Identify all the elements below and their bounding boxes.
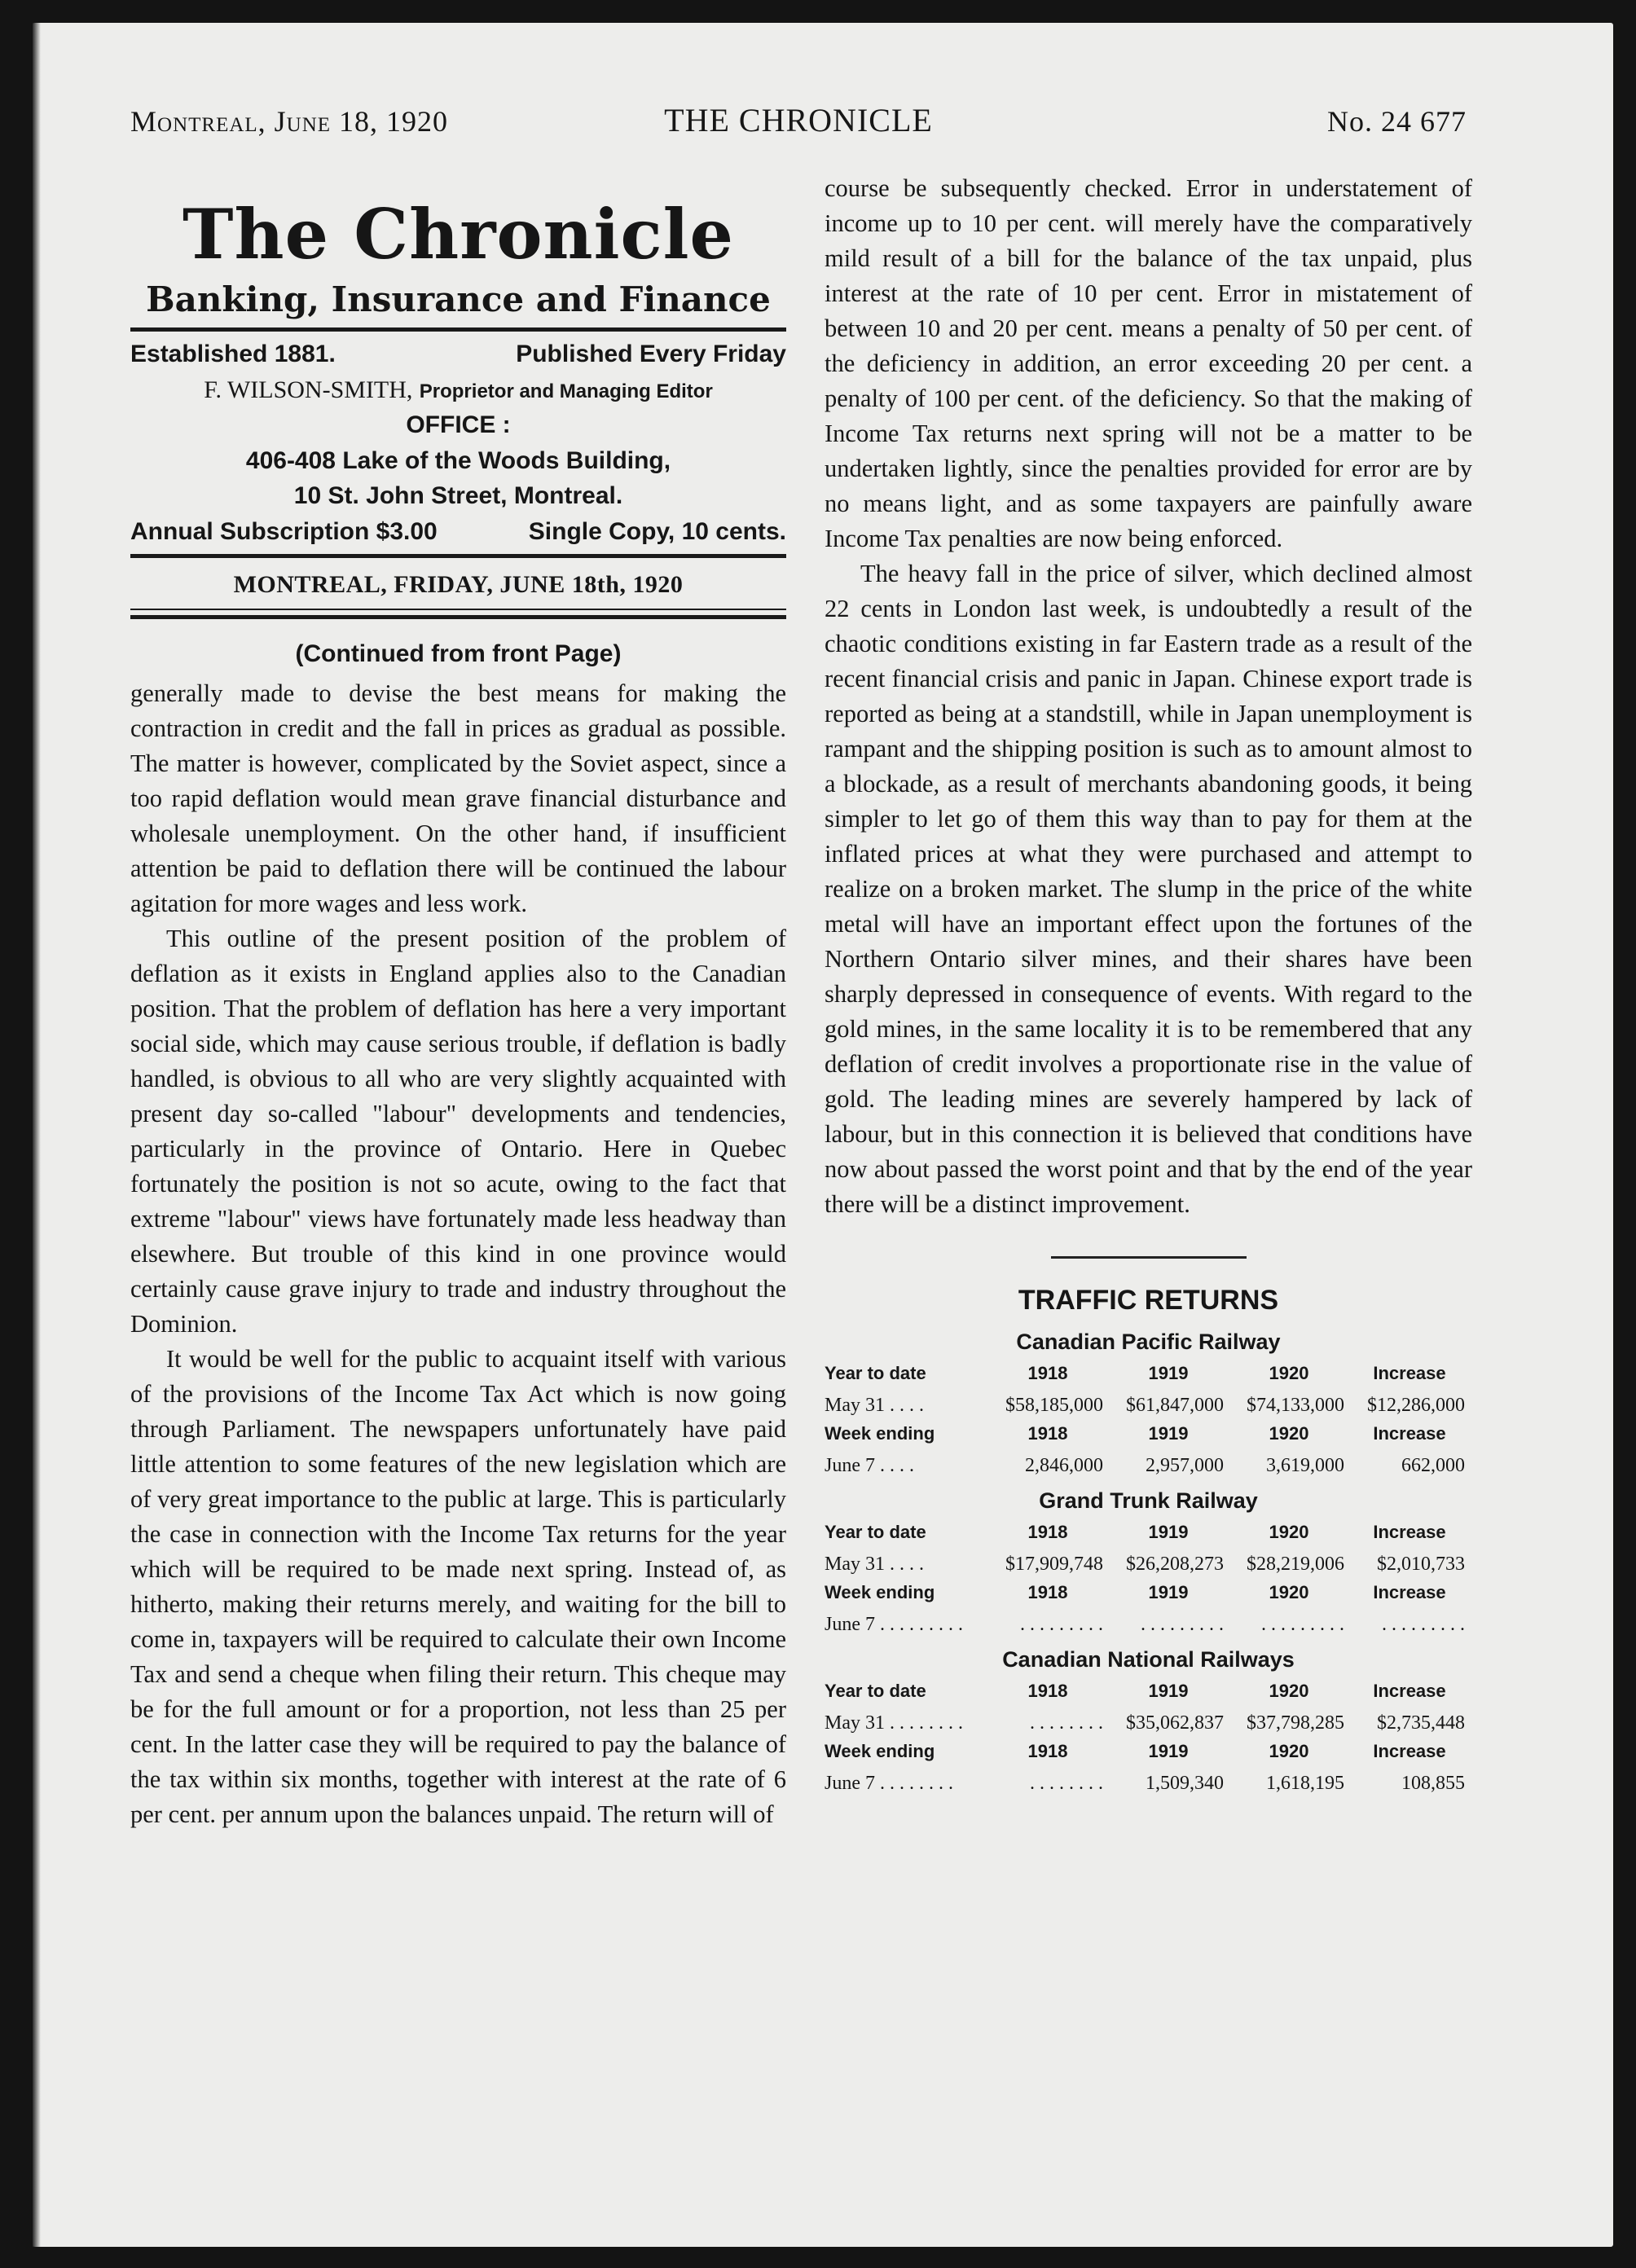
column-header: 1919 xyxy=(1148,1681,1189,1701)
table-cell: 1,509,340 xyxy=(1146,1773,1224,1794)
railway-block-cnr xyxy=(825,1647,1472,1795)
row-group-label: Week ending xyxy=(825,1423,935,1444)
left-paragraph-2: This outline of the present position of the problem of deflation as it exists in England applies also to the Canadian position. That the problem of deflation has here a very important social side, which may cause serious trouble, if deflation is badly handled, is obvious to all who are very slightly acquainted with present day so-called "labour" developments and tendencies, particularly in the province of Ontario. Here in Quebec fortunately the position is not so acute, owing to the fact that extreme "labour" views have fortunately made less headway than elsewhere. But trouble of this kind in one province would certainly cause grave injury to trade and industry throughout the Dominion. xyxy=(130,925,786,1338)
office-line-2: 10 St. John Street, Montreal. xyxy=(293,482,623,509)
right-column xyxy=(825,171,1472,1806)
table-cell: $37,798,285 xyxy=(1247,1712,1344,1734)
row-label: May 31 . . . . xyxy=(825,1395,924,1416)
row-label: June 7 . . . . . . . . xyxy=(825,1773,953,1794)
row-label: June 7 . . . . xyxy=(825,1455,914,1476)
table-cell: $12,286,000 xyxy=(1367,1395,1465,1416)
office-line-1: 406-408 Lake of the Woods Building, xyxy=(245,446,671,474)
railway-name: Canadian Pacific Railway xyxy=(1016,1330,1281,1354)
row-group-label: Year to date xyxy=(825,1522,926,1542)
table-cell: $58,185,000 xyxy=(1005,1395,1103,1416)
dateline-rule-top xyxy=(130,554,786,558)
proprietor-role: Proprietor and Managing Editor xyxy=(419,380,713,402)
column-header: 1918 xyxy=(1027,1522,1068,1542)
table-cell: . . . . . . . . xyxy=(1030,1712,1103,1734)
table-cell: $2,735,448 xyxy=(1377,1712,1465,1734)
column-header: 1919 xyxy=(1148,1522,1189,1542)
table-cell: . . . . . . . . . xyxy=(1141,1614,1224,1635)
column-header: 1918 xyxy=(1027,1582,1068,1602)
table-cell: 2,957,000 xyxy=(1146,1455,1224,1476)
row-group-label: Week ending xyxy=(825,1582,935,1602)
table-row xyxy=(825,1702,1472,1734)
column-header: 1920 xyxy=(1269,1741,1309,1761)
established-line: Established 1881. xyxy=(130,341,336,367)
column-header: 1918 xyxy=(1027,1741,1068,1761)
right-paragraph-1: course be subsequently checked. Error in understatement of income up to 10 per cent. will merely have the comparatively mild result of a bill for the balance of the tax unpaid, plus interest at the rate of 10 per cent. Error in mistatement of between 10 and 20 per cent. means a penalty of 50 per cent. of the deficiency in addition, an error exceeding 20 per cent. a penalty of 100 per cent. of the deficiency. So that the making of Income Tax returns next spring will not be a matter to be undertaken lightly, since the penalties provided for error are by no means light, and as some taxpayers are painfully aware Income Tax penalties are now being enforced. xyxy=(825,174,1472,552)
office-label: OFFICE : xyxy=(406,411,511,438)
section-divider xyxy=(1051,1256,1247,1259)
subscription-price: Annual Subscription $3.00 xyxy=(130,517,438,545)
column-header: Increase xyxy=(1373,1423,1446,1444)
masthead-title: The Chronicle xyxy=(183,194,734,275)
railway-name: Grand Trunk Railway xyxy=(1039,1488,1258,1513)
table-row xyxy=(825,1762,1472,1795)
table-cell: . . . . . . . . . xyxy=(1261,1614,1344,1635)
published-line: Published Every Friday xyxy=(516,341,786,367)
column-header: Increase xyxy=(1373,1741,1446,1761)
table-cell: $2,010,733 xyxy=(1377,1554,1465,1575)
table-row xyxy=(825,1603,1472,1636)
table-header-row xyxy=(825,1674,1472,1702)
right-paragraph-2: The heavy fall in the price of silver, which declined almost 22 cents in London last week, is undoubtedly a result of the chaotic conditions existing in far Eastern trade as a result of the recent financial crisis and panic in Japan. Chinese export trade is reported as being at a standstill, while in Japan unemployment is rampant and the shipping position is such as to amount almost to a blockade, as a result of merchants abandoning goods, it being simpler to let go of them this way than to pay for them at the inflated prices at what they were purchased and attempt to realize on a broken market. The slump in the price of the white metal will have an important effect upon the fortunes of the Northern Ontario silver mines, and their shares have been sharply depressed in consequence of events. With regard to the gold mines, in the same locality it is to be remembered that any deflation of credit involves a proportionate rise in the value of gold. The leading mines are severely hampered by lack of labour, but in this connection it is believed that conditions have now about passed the worst point and that by the end of the year there will be a distinct improvement. xyxy=(825,560,1472,1218)
column-header: 1918 xyxy=(1027,1423,1068,1444)
column-header: 1920 xyxy=(1269,1363,1309,1383)
column-header: 1919 xyxy=(1148,1741,1189,1761)
column-header: Increase xyxy=(1373,1363,1446,1383)
railway-name: Canadian National Railways xyxy=(1002,1647,1295,1672)
dateline-rule-bottom xyxy=(130,615,786,619)
table-cell: $74,133,000 xyxy=(1247,1395,1344,1416)
row-group-label: Week ending xyxy=(825,1741,935,1761)
table-cell: $61,847,000 xyxy=(1126,1395,1224,1416)
table-cell: . . . . . . . . . xyxy=(1020,1614,1103,1635)
table-header-row xyxy=(825,1417,1472,1444)
railway-block-gtr xyxy=(825,1488,1472,1636)
column-header: 1918 xyxy=(1027,1363,1068,1383)
dateline-rule-bottom-thin xyxy=(130,609,786,610)
column-header: Increase xyxy=(1373,1681,1446,1701)
masthead-info xyxy=(130,336,786,549)
column-header: 1920 xyxy=(1269,1681,1309,1701)
proprietor-name: F. WILSON-SMITH, xyxy=(204,376,413,403)
left-column xyxy=(130,179,786,1832)
left-paragraph-3: It would be well for the public to acquaint itself with various of the provisions of the Income Tax Act which is now going through Parliament. The newspapers unfortunately have paid little attention to some features of the new legislation which are of very great importance to the public at large. This is particularly the case in connection with the Income Tax returns for the year which will be required to be made next spring. Instead of, as hitherto, making their returns merely, and waiting for the bill to come in, taxpayers will be required to calculate their own Income Tax and send a cheque when filing their return. This cheque may be for the full amount or for a proportion, not less than 25 per cent. In the latter case they will be required to pay the balance of the tax within six months, together with interest at the rate of 6 per cent. per annum upon the balances unpaid. The return will of xyxy=(130,1345,786,1828)
running-head xyxy=(130,98,1467,147)
column-header: 1918 xyxy=(1027,1681,1068,1701)
table-header-row xyxy=(825,1356,1472,1384)
row-label: June 7 . . . . . . . . . xyxy=(825,1614,963,1635)
single-copy-price: Single Copy, 10 cents. xyxy=(528,517,786,545)
column-header: 1919 xyxy=(1148,1363,1189,1383)
running-head-title: THE CHRONICLE xyxy=(664,102,933,138)
table-cell: 3,619,000 xyxy=(1266,1455,1344,1476)
table-cell: $26,208,273 xyxy=(1126,1554,1224,1575)
left-paragraph-1: generally made to devise the best means for making the contraction in credit and the fall in prices as gradual as possible. The matter is however, complicated by the Soviet aspect, since a too rapid deflation would mean grave financial disturbance and wholesale unemployment. On the other hand, if insufficient attention be paid to deflation there will be continued the labour agitation for more wages and less work. xyxy=(130,679,786,917)
table-cell: 1,618,195 xyxy=(1266,1773,1344,1794)
row-group-label: Year to date xyxy=(825,1681,926,1701)
table-row xyxy=(825,1543,1472,1576)
running-head-page-number: No. 24 677 xyxy=(1327,105,1467,138)
page-edge-shadow xyxy=(33,23,41,2247)
dateline: MONTREAL, FRIDAY, JUNE 18th, 1920 xyxy=(233,571,684,598)
table-cell: 108,855 xyxy=(1401,1773,1465,1794)
table-header-row xyxy=(825,1734,1472,1762)
table-cell: . . . . . . . . . xyxy=(1382,1614,1465,1635)
table-cell: $17,909,748 xyxy=(1005,1554,1103,1575)
table-cell: . . . . . . . . xyxy=(1030,1773,1103,1794)
masthead-rule xyxy=(130,327,786,332)
table-cell: $28,219,006 xyxy=(1247,1554,1344,1575)
column-header: Increase xyxy=(1373,1522,1446,1542)
table-row xyxy=(825,1444,1472,1477)
table-row xyxy=(825,1384,1472,1417)
masthead-subtitle: Banking, Insurance and Finance xyxy=(146,279,771,319)
running-head-date: Montreal, June 18, 1920 xyxy=(130,105,449,138)
column-header: 1919 xyxy=(1148,1582,1189,1602)
table-header-row xyxy=(825,1576,1472,1603)
table-cell: 662,000 xyxy=(1401,1455,1465,1476)
traffic-returns-title: TRAFFIC RETURNS xyxy=(1018,1285,1279,1316)
column-header: 1920 xyxy=(1269,1522,1309,1542)
column-header: Increase xyxy=(1373,1582,1446,1602)
column-header: 1919 xyxy=(1148,1423,1189,1444)
row-label: May 31 . . . . xyxy=(825,1554,924,1575)
column-header: 1920 xyxy=(1269,1423,1309,1444)
row-label: May 31 . . . . . . . . xyxy=(825,1712,963,1734)
continued-note: (Continued from front Page) xyxy=(295,640,622,667)
row-group-label: Year to date xyxy=(825,1363,926,1383)
table-cell: $35,062,837 xyxy=(1126,1712,1224,1734)
table-cell: 2,846,000 xyxy=(1025,1455,1103,1476)
railway-block-cpr xyxy=(825,1330,1472,1477)
table-header-row xyxy=(825,1515,1472,1543)
column-header: 1920 xyxy=(1269,1582,1309,1602)
